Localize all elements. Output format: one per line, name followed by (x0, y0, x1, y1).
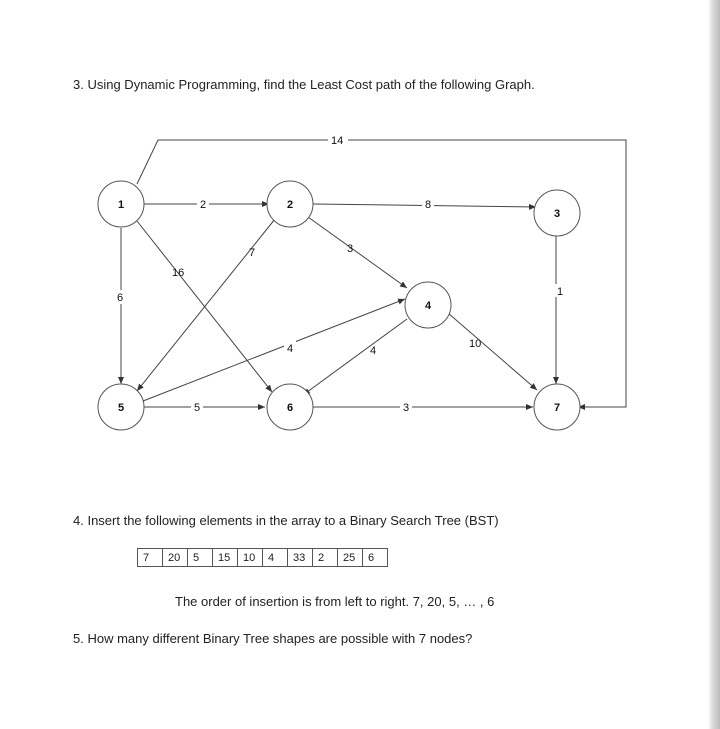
array-cell: 33 (288, 549, 313, 567)
node-4 (405, 282, 451, 328)
array-cell: 15 (213, 549, 238, 567)
weight-4-7: 10 (469, 338, 482, 350)
node-1 (98, 181, 144, 227)
array-cell: 4 (263, 549, 288, 567)
edge-4-6 (303, 319, 407, 395)
weight-2-5: 7 (249, 247, 256, 259)
graph-edges (121, 140, 626, 407)
bst-array-row (138, 549, 388, 567)
array-cell: 20 (163, 549, 188, 567)
svg-text:3: 3 (553, 208, 561, 220)
svg-text:5: 5 (117, 402, 125, 414)
weight-1-2: 2 (200, 199, 207, 211)
edge-2-4 (308, 217, 407, 288)
node-6 (267, 384, 313, 430)
array-cell: 5 (188, 549, 213, 567)
array-cell: 6 (363, 549, 388, 567)
svg-text:2: 2 (286, 199, 294, 211)
weight-1-6: 16 (172, 267, 185, 279)
weight-2-3: 8 (425, 199, 432, 211)
weight-5-4: 4 (287, 343, 294, 355)
weight-4-6: 4 (370, 345, 377, 357)
weight-3-7: 1 (557, 286, 564, 298)
question-3: 3. Using Dynamic Programming, find the Least Cost path of the following Graph. (73, 77, 535, 92)
array-cell: 25 (338, 549, 363, 567)
node-5 (98, 384, 144, 430)
insertion-order-note: The order of insertion is from left to right. 7, 20, 5, … , 6 (175, 594, 495, 609)
edge-5-4 (143, 299, 405, 401)
array-cell: 10 (238, 549, 263, 567)
svg-text:1: 1 (117, 199, 125, 211)
weight-2-4: 3 (347, 243, 354, 255)
edge-2-5 (137, 219, 275, 391)
edge-4-7 (448, 313, 537, 390)
weight-6-7: 3 (403, 402, 410, 414)
bst-array-table (137, 548, 388, 567)
svg-text:4: 4 (424, 300, 432, 312)
svg-text:7: 7 (553, 402, 561, 414)
array-cell: 2 (313, 549, 338, 567)
edge-weights (114, 133, 565, 414)
weight-5-6: 5 (194, 402, 201, 414)
array-cell: 7 (138, 549, 163, 567)
question-4: 4. Insert the following elements in the array to a Binary Search Tree (BST) (73, 513, 499, 528)
node-7 (534, 384, 580, 430)
node-2 (267, 181, 313, 227)
weight-1-5: 6 (117, 292, 124, 304)
node-3 (534, 190, 580, 236)
svg-text:6: 6 (286, 402, 294, 414)
weight-1-7: 14 (331, 135, 344, 147)
edge-1-7 (137, 140, 626, 407)
question-5: 5. How many different Binary Tree shapes are possible with 7 nodes? (73, 631, 473, 646)
